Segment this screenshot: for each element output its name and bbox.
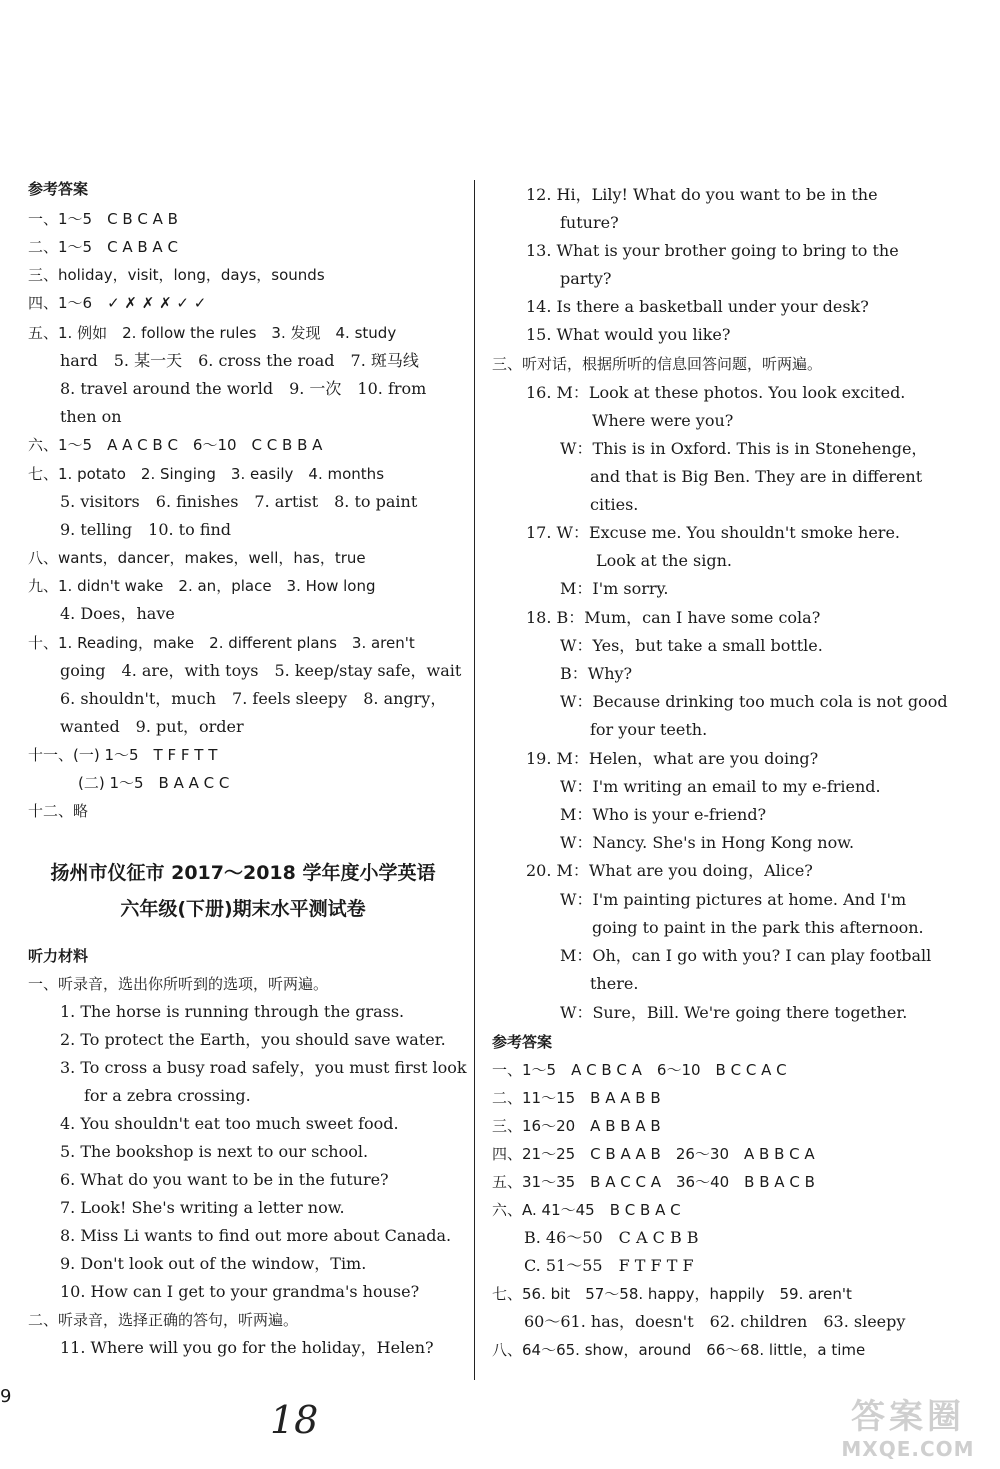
listening-item: 11. Where will you go for the holiday，Helen? — [60, 1338, 434, 1357]
dialogue-line: for your teeth. — [590, 720, 708, 739]
listening-item: for a zebra crossing. — [84, 1086, 251, 1105]
answers-heading: 参考答案 — [28, 180, 89, 198]
dialogue-line: 18. B：Mum，can I have some cola? — [526, 608, 821, 627]
answer-line: going 4. are，with toys 5. keep/stay safe，wait — [60, 661, 462, 680]
page-number: 9 — [0, 1386, 12, 1407]
dialogue-line: going to paint in the park this afternoon. — [592, 918, 924, 937]
dialogue-line: Look at the sign. — [596, 551, 732, 570]
test-title-line2: 六年级(下册)期末水平测试卷 — [120, 898, 366, 920]
listening-heading: 听力材料 — [28, 947, 89, 965]
dialogue-line: there. — [590, 974, 639, 993]
answer-line: 六、1～5 A A C B C 6～10 C C B B A — [28, 436, 323, 454]
listening-item: 13. What is your brother going to bring to the — [526, 241, 899, 260]
answer-line: 二、11～15 B A A B B — [492, 1089, 661, 1107]
answer-line: 十二、略 — [28, 802, 89, 820]
answers-heading: 参考答案 — [492, 1033, 553, 1051]
answer-line: 6. shouldn't，much 7. feels sleepy 8. angry， — [60, 689, 447, 708]
dialogue-line: M：Oh，can I go with you? I can play football — [560, 946, 932, 965]
answer-line: 三、16～20 A B B A B — [492, 1117, 661, 1135]
listening-item: party? — [560, 269, 612, 288]
watermark-logo-top: 答案圈 — [851, 1397, 965, 1437]
answer-line: 十、1. Reading，make 2. different plans 3. aren't — [28, 634, 415, 652]
answer-line: 八、wants，dancer，makes，well，has，true — [28, 549, 366, 567]
answer-line: 三、holiday，visit，long，days，sounds — [28, 266, 325, 284]
listening-item: 14. Is there a basketball under your desk? — [526, 297, 869, 316]
answer-line: (二) 1～5 B A A C C — [78, 774, 230, 792]
answer-line: 四、21～25 C B A A B 26～30 A B B C A — [492, 1145, 815, 1163]
dialogue-line: 17. W：Excuse me. You shouldn't smoke here. — [526, 523, 900, 542]
listening-item: 9. Don't look out of the window，Tim. — [60, 1254, 367, 1273]
dialogue-line: Where were you? — [592, 411, 734, 430]
answer-line: 一、1～5 C B C A B — [28, 210, 178, 228]
listening-item: 3. To cross a busy road safely，you must first look — [60, 1058, 467, 1077]
dialogue-line: cities. — [590, 495, 639, 514]
section-heading: 三、听对话，根据所听的信息回答问题，听两遍。 — [492, 355, 823, 373]
answer-line: 九、1. didn't wake 2. an，place 3. How long — [28, 577, 376, 595]
dialogue-line: M：I'm sorry. — [560, 579, 669, 598]
dialogue-line: 20. M：What are you doing，Alice? — [526, 861, 813, 880]
answer-line: 七、56. bit 57～58. happy，happily 59. aren't — [492, 1285, 852, 1303]
dialogue-line: W：Sure，Bill. We're going there together. — [560, 1003, 908, 1022]
dialogue-line: and that is Big Ben. They are in different — [590, 467, 923, 486]
answer-line: 60～61. has，doesn't 62. children 63. sleepy — [524, 1312, 906, 1331]
answer-line: 8. travel around the world 9. 一次 10. from — [60, 379, 427, 398]
dialogue-line: W：Nancy. She's in Hong Kong now. — [560, 833, 855, 852]
answer-line: 六、A. 41～45 B C B A C — [492, 1201, 681, 1219]
dialogue-line: 16. M：Look at these photos. You look excited. — [526, 383, 906, 402]
listening-item: 10. How can I get to your grandma's house? — [60, 1282, 420, 1301]
listening-item: 8. Miss Li wants to find out more about Canada. — [60, 1226, 452, 1245]
answer-line: B. 46～50 C A C B B — [524, 1228, 699, 1247]
answer-line: 四、1～6 ✓ ✗ ✗ ✗ ✓ ✓ — [28, 294, 207, 312]
answer-line: 5. visitors 6. finishes 7. artist 8. to paint — [60, 492, 418, 511]
listening-item: 12. Hi，Lily! What do you want to be in the — [526, 185, 878, 204]
section-heading: 二、听录音，选择正确的答句，听两遍。 — [28, 1311, 299, 1329]
answer-line: then on — [60, 407, 122, 426]
dialogue-line: W：I'm writing an email to my e-friend. — [560, 777, 881, 796]
handwritten-note: 18 — [270, 1398, 319, 1442]
answer-line: 五、1. 例如 2. follow the rules 3. 发现 4. study — [28, 324, 397, 342]
watermark-logo-url: MXQE.COM — [841, 1437, 975, 1461]
dialogue-line: M：Who is your e-friend? — [560, 805, 767, 824]
watermark-logo — [824, 1389, 992, 1461]
listening-item: 1. The horse is running through the grass. — [60, 1002, 405, 1021]
answer-line: wanted 9. put，order — [60, 717, 244, 736]
listening-item: 6. What do you want to be in the future? — [60, 1170, 389, 1189]
listening-item: 2. To protect the Earth，you should save water. — [60, 1030, 446, 1049]
listening-item: future? — [560, 213, 619, 232]
answer-line: 4. Does，have — [60, 604, 175, 623]
answer-line: 八、64～65. show，around 66～68. little，a time — [492, 1341, 866, 1359]
answer-line: 9. telling 10. to find — [60, 520, 232, 539]
dialogue-line: W：Yes，but take a small bottle. — [560, 636, 823, 655]
answer-line: 二、1～5 C A B A C — [28, 238, 178, 256]
answer-line: C. 51～55 F T F T F — [524, 1256, 694, 1275]
listening-item: 7. Look! She's writing a letter now. — [60, 1198, 345, 1217]
dialogue-line: W：This is in Oxford. This is in Stonehenge， — [560, 439, 928, 458]
dialogue-line: W：I'm painting pictures at home. And I'm — [560, 890, 907, 909]
answer-line: 十一、(一) 1～5 T F F T T — [28, 746, 218, 764]
listening-item: 4. You shouldn't eat too much sweet food. — [60, 1114, 399, 1133]
section-heading: 一、听录音，选出你所听到的选项，听两遍。 — [28, 975, 329, 993]
listening-item: 15. What would you like? — [526, 325, 731, 344]
test-title-line1: 扬州市仪征市 2017～2018 学年度小学英语 — [50, 862, 436, 884]
answer-line: hard 5. 某一天 6. cross the road 7. 斑马线 — [60, 351, 419, 370]
dialogue-line: 19. M：Helen，what are you doing? — [526, 749, 819, 768]
dialogue-line: B：Why? — [560, 664, 633, 683]
column-divider — [474, 180, 475, 1380]
listening-item: 5. The bookshop is next to our school. — [60, 1142, 369, 1161]
answer-line: 五、31～35 B A C C A 36～40 B B A C B — [492, 1173, 815, 1191]
answer-line: 一、1～5 A C B C A 6～10 B C C A C — [492, 1061, 787, 1079]
dialogue-line: W：Because drinking too much cola is not good — [560, 692, 948, 711]
answer-line: 七、1. potato 2. Singing 3. easily 4. months — [28, 465, 385, 483]
